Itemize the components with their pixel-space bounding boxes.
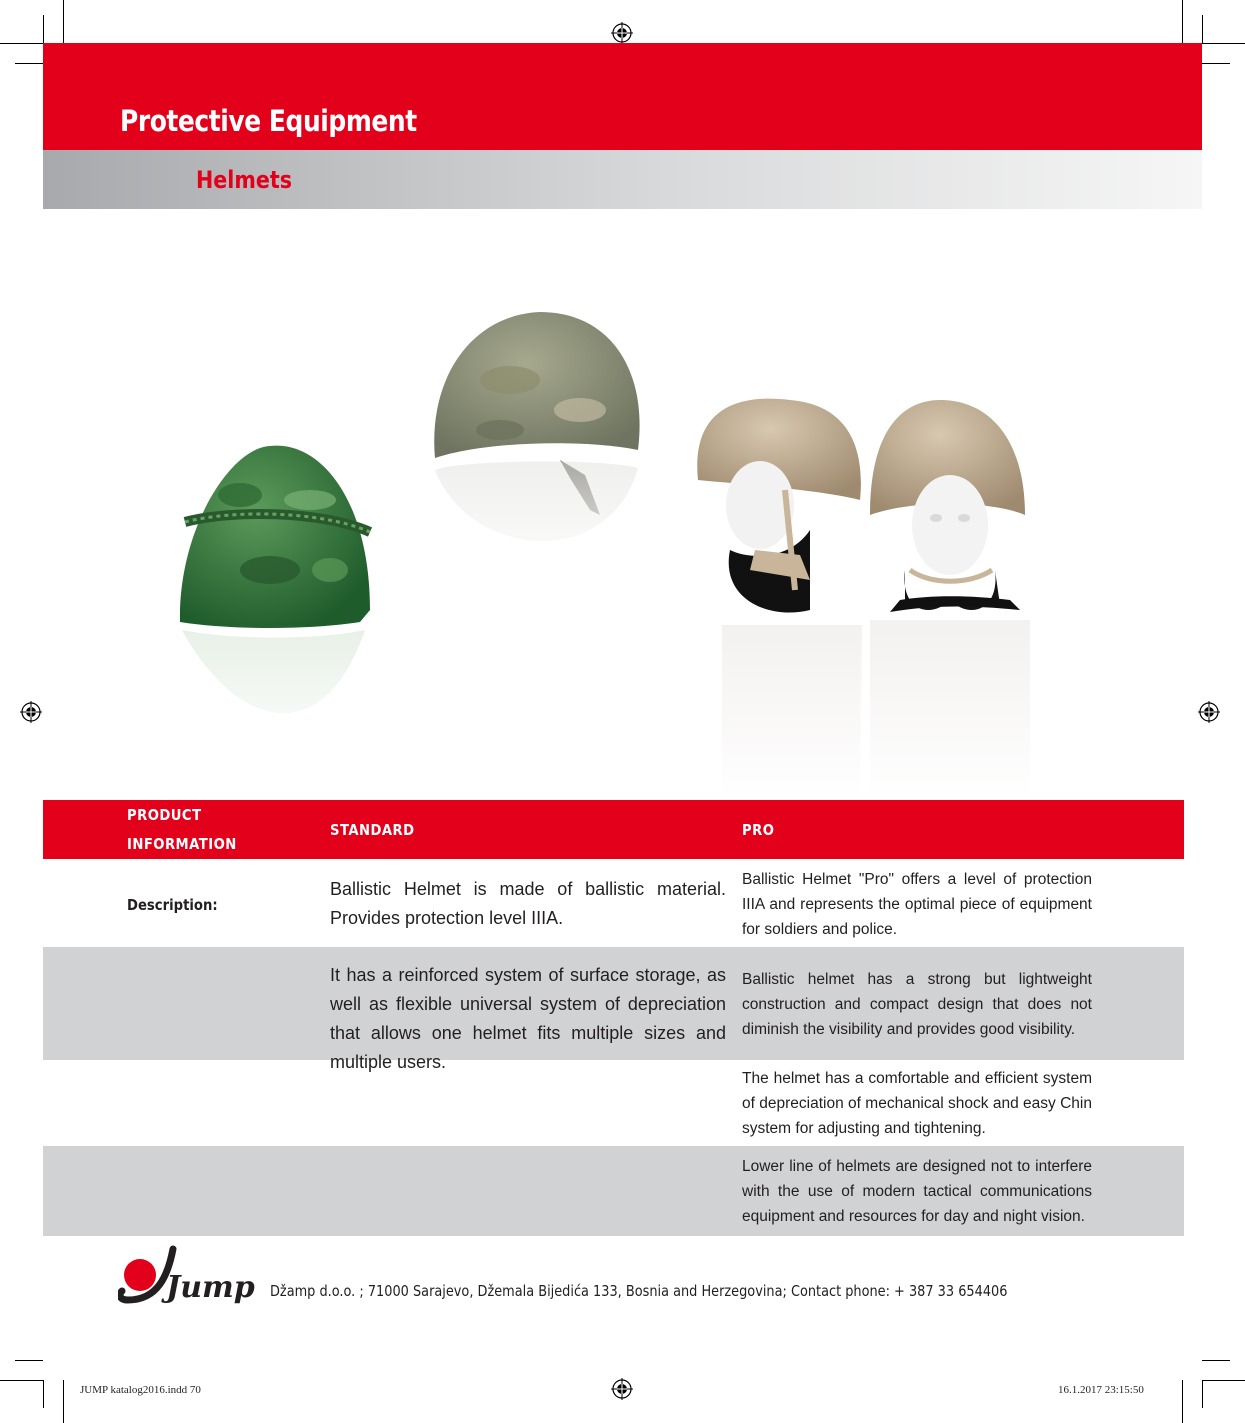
- standard-cell: Ballistic Helmet is made of ballistic material. Provides protection level IIIA.: [330, 879, 726, 928]
- crop-mark: [0, 1380, 43, 1381]
- pro-cell: The helmet has a comfortable and efficient system of depreciation of mechanical shock and easy Chin system for adjusting and tightening.: [742, 1070, 1092, 1137]
- crop-mark: [63, 1380, 64, 1423]
- crop-mark: [15, 1360, 43, 1361]
- column-header-product: PRODUCT: [127, 806, 202, 824]
- slug-timestamp: 16.1.2017 23:15:50: [1058, 1384, 1144, 1396]
- table-header: [43, 800, 1184, 859]
- crop-mark: [43, 15, 44, 43]
- crop-mark: [15, 63, 43, 64]
- page-title: Protective Equipment: [120, 104, 417, 138]
- registration-mark-icon: [611, 22, 633, 44]
- crop-mark: [1202, 1360, 1230, 1361]
- registration-mark-icon: [611, 1378, 633, 1400]
- helmet-images: [170, 300, 1050, 800]
- registration-mark-icon: [20, 701, 42, 723]
- section-title: Helmets: [196, 166, 293, 194]
- table-row: [43, 947, 1184, 1072]
- pro-cell: Ballistic helmet has a strong but lightweight construction and compact design that does not diminish the visibility and provides good visibility.: [742, 971, 1092, 1038]
- svg-text:Jump: Jump: [166, 1270, 255, 1305]
- registration-mark-icon: [1198, 701, 1220, 723]
- crop-mark: [1202, 1380, 1245, 1381]
- standard-helmet-camo-green: [170, 446, 380, 765]
- slug-filename: JUMP katalog2016.indd 70: [80, 1384, 201, 1396]
- column-header-pro: PRO: [742, 821, 775, 839]
- table-row: [43, 1146, 1184, 1236]
- pro-helmet-side: [697, 399, 880, 800]
- crop-mark: [63, 0, 64, 43]
- pro-helmet-front: [860, 400, 1040, 800]
- crop-mark: [1202, 15, 1203, 43]
- column-header-information: INFORMATION: [127, 835, 237, 853]
- standard-helmet-camo-brown: [425, 312, 650, 595]
- crop-mark: [1202, 43, 1245, 44]
- column-header-standard: STANDARD: [330, 821, 415, 839]
- jump-logo: [118, 1245, 258, 1315]
- table-row: [43, 1060, 1184, 1146]
- crop-mark: [1202, 1380, 1203, 1408]
- footer-contact: Džamp d.o.o. ; 71000 Sarajevo, Džemala Bijedića 133, Bosnia and Herzegovina; Contact phone: + 387 33 654406: [270, 1282, 1008, 1300]
- crop-mark: [0, 43, 43, 44]
- standard-cell: It has a reinforced system of surface storage, as well as flexible universal system of depreciation that allows one helmet fits multiple sizes and multiple users.: [330, 965, 726, 1072]
- crop-mark: [1182, 0, 1183, 43]
- pro-cell: Lower line of helmets are designed not to interfere with the use of modern tactical communications equipment and resources for day and night vision.: [742, 1158, 1092, 1225]
- pro-cell: Ballistic Helmet "Pro" offers a level of protection IIIA and represents the optimal piece of equipment for soldiers and police.: [742, 871, 1092, 938]
- crop-mark: [1202, 63, 1230, 64]
- crop-mark: [1182, 1380, 1183, 1423]
- crop-mark: [43, 1380, 44, 1408]
- table-row: [43, 859, 1184, 947]
- row-label: Description:: [127, 896, 218, 914]
